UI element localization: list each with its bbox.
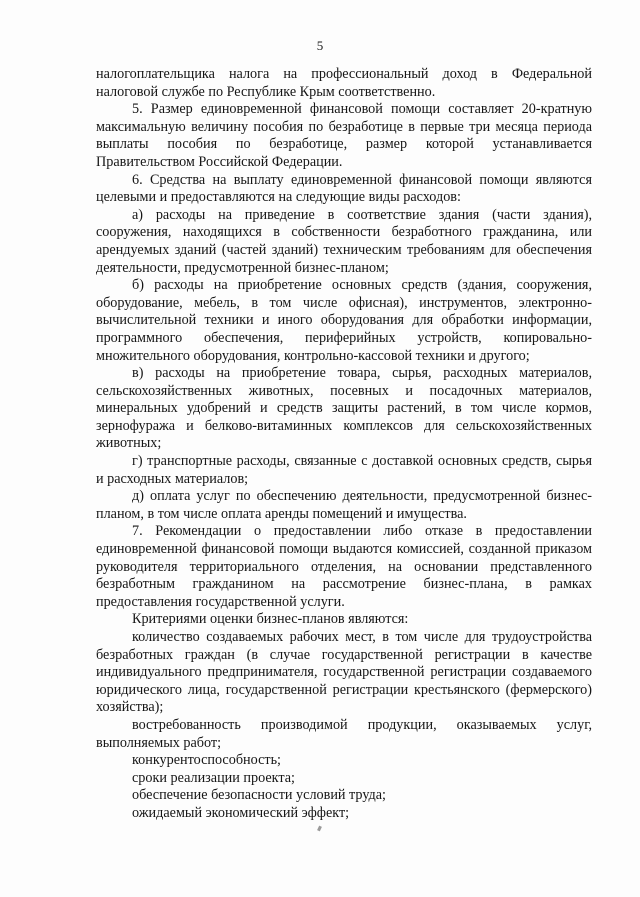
document-body — [96, 66, 592, 823]
paragraph-criterion-safety: обеспечение безопасности условий труда; — [132, 787, 386, 804]
paragraph-item-5: 5. Размер единовременной финансовой помощи составляет 20-кратную максимальную величину пособия по безработице в первые три месяца периода выплаты пособия по безработице, размер которой устанавливается Правительством Российской Федерации. — [96, 101, 592, 170]
paragraph-criterion-effect: ожидаемый экономический эффект; — [132, 804, 350, 821]
paragraph-item-6d: д) оплата услуг по обеспечению деятельности, предусмотренной бизнес-планом, в том числе оплата аренды помещений и имущества. — [96, 488, 592, 522]
paragraph-item-6g: г) транспортные расходы, связанные с доставкой основных средств, сырья и расходных материалов; — [96, 453, 592, 487]
paragraph-item-7: 7. Рекомендации о предоставлении либо отказе в предоставлении единовременной финансовой помощи выдаются комиссией, созданной приказом руководителя территориального отделения, на основании представленного безработным гражданином на рассмотрение бизнес-плана, в рамках предоставления государственной услуги. — [96, 523, 592, 610]
paragraph-item-6v: в) расходы на приобретение товара, сырья, расходных материалов, сельскохозяйственных животных, посевных и посадочных материалов, минеральных удобрений и средств защиты растений, в том числе кормов, зернофуража и белково-витаминных комплексов для сельскохозяйственных животных; — [96, 365, 592, 452]
paragraph-criterion-timeline: сроки реализации проекта; — [132, 769, 295, 786]
paragraph-item-6b: б) расходы на приобретение основных средств (здания, сооружения, оборудование, мебель, в том числе офисная), инструментов, электронно-вычислительной техники и иного оборудования для обработки информации, программного обеспечения, периферийных устройств, копировально-множительного оборудования, контрольно-кассовой техники и другого; — [96, 277, 592, 364]
page-number: 5 — [316, 38, 324, 53]
paragraph-criterion-demand: востребованность производимой продукции, оказываемых услуг, выполняемых работ; — [96, 716, 592, 751]
paragraph-item-6a: а) расходы на приведение в соответствие здания (части здания), сооружения, находящихся в собственности безработного гражданина, или арендуемых зданий (частей зданий) техническим требованиям для обеспечения деятельности, предусмотренной бизнес-планом; — [96, 206, 592, 276]
paragraph-criterion-competitiveness: конкурентоспособность; — [132, 752, 281, 769]
paragraph-criteria-heading: Критериями оценки бизнес-планов являются: — [132, 611, 409, 628]
scan-speck — [317, 826, 322, 832]
paragraph-continuation: налогоплательщика налога на профессиональный доход в Федеральной налоговой службе по Республике Крым соответственно. — [96, 66, 592, 100]
paragraph-criterion-jobs: количество создаваемых рабочих мест, в том числе для трудоустройства безработных граждан (в случае государственной регистрации в качестве индивидуального предпринимателя, государственной регистрации создаваемого юридического лица, государственной регистрации крестьянского (фермерского) хозяйства); — [96, 629, 592, 716]
paragraph-item-6: 6. Средства на выплату единовременной финансовой помощи являются целевыми и предоставляются на следующие виды расходов: — [96, 171, 592, 206]
